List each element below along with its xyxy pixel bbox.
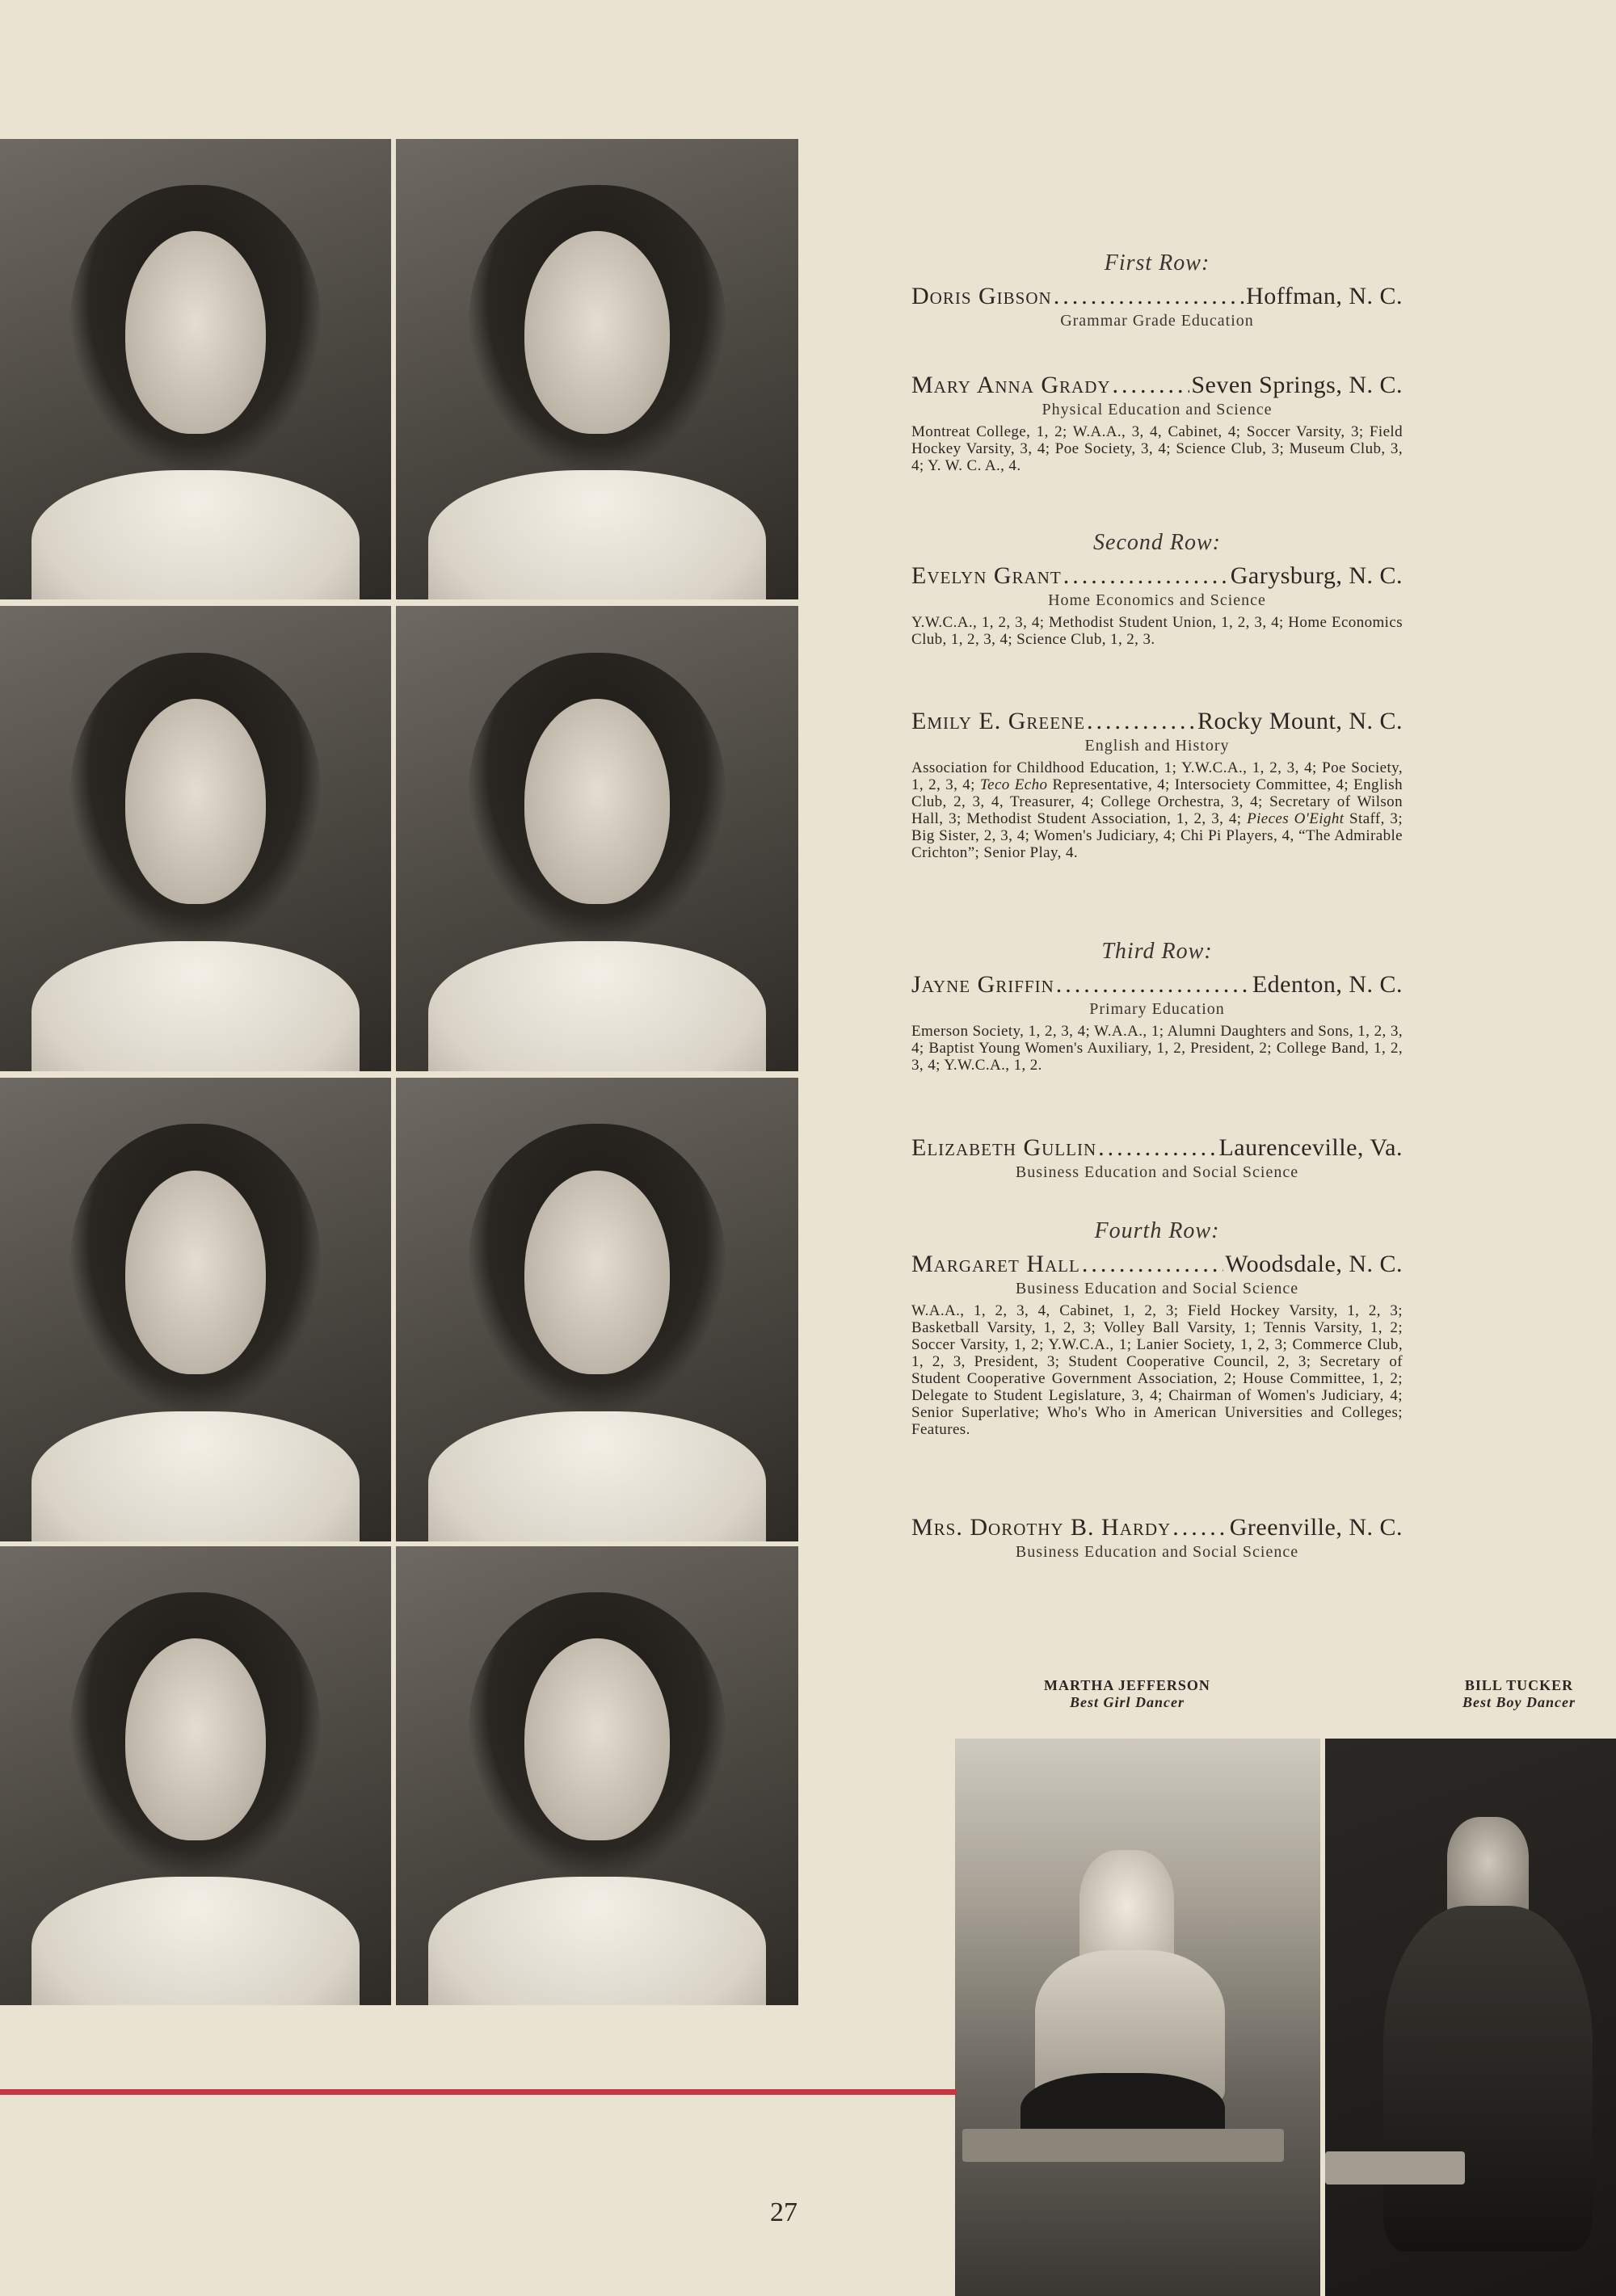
student-name-line [911, 1134, 1403, 1162]
superlative-caption-boy [1422, 1677, 1616, 1711]
leader-dots [1098, 1134, 1217, 1162]
student-hometown: Laurenceville, Va. [1218, 1134, 1403, 1161]
student-hometown: Rocky Mount, N. C. [1197, 708, 1403, 734]
student-hometown: Woodsdale, N. C. [1225, 1251, 1403, 1277]
leader-dots [1054, 283, 1244, 310]
student-name-line [911, 372, 1403, 399]
photo-best-girl-dancer [955, 1739, 1320, 2296]
portrait-row1-right [396, 139, 798, 599]
student-activities: Montreat College, 1, 2; W.A.A., 3, 4, Cabinet, 4; Soccer Varsity, 3; Field Hockey Varsity, 3, 4; Poe Society, 3, 4; Science Club, 3; Museum Club, 3, 4; Y. W. C. A., 4. [911, 423, 1403, 474]
student-name-line [911, 1251, 1403, 1278]
publication-title: Teco Echo [979, 776, 1048, 793]
student-major: Grammar Grade Education [1060, 312, 1254, 330]
student-name: Jayne Griffin [911, 971, 1054, 998]
leader-dots [1172, 1514, 1228, 1541]
student-major: Home Economics and Science [1048, 591, 1266, 609]
portrait-row2-right [396, 606, 798, 1071]
student-name: Doris Gibson [911, 283, 1052, 309]
portrait-row3-left [0, 1078, 391, 1541]
student-major: English and History [1084, 737, 1230, 755]
superlative-title: Best Boy Dancer [1462, 1694, 1576, 1710]
row-heading-third: Third Row: [1101, 939, 1213, 964]
accent-rule [0, 2089, 957, 2095]
leader-dots [1056, 971, 1251, 999]
student-hometown: Edenton, N. C. [1252, 971, 1403, 998]
superlative-name: MARTHA JEFFERSON [1044, 1677, 1210, 1693]
photo-best-boy-dancer [1325, 1739, 1616, 2296]
student-name-line [911, 283, 1403, 310]
student-activities: Y.W.C.A., 1, 2, 3, 4; Methodist Student Union, 1, 2, 3, 4; Home Economics Club, 1, 2, 3, 4; Science Club, 1, 2, 3. [911, 614, 1403, 648]
student-name: Mrs. Dorothy B. Hardy [911, 1514, 1172, 1541]
activities-text: Staff, 3; Big Sister, 2, 3, 4; Women's Judiciary, 4; Chi Pi Players, 4, “The Admirable Crichton”; Senior Play, 4. [911, 810, 1403, 861]
student-major: Physical Education and Science [1042, 401, 1273, 418]
portrait-row4-left [0, 1546, 391, 2005]
portrait-row1-left [0, 139, 391, 599]
leader-dots [1063, 562, 1229, 590]
activities-text: Association for Childhood Education, 1; Y.W.C.A., 1, 2, 3, 4; Poe Society, 1, 2, 3, 4; [911, 759, 1403, 793]
student-name-line [911, 708, 1403, 735]
leader-dots [1113, 372, 1190, 399]
leader-dots [1082, 1251, 1223, 1278]
student-name-line [911, 562, 1403, 590]
portrait-row2-left [0, 606, 391, 1071]
portrait-row3-right [396, 1078, 798, 1541]
leader-dots [1087, 708, 1196, 735]
row-heading-second: Second Row: [1093, 530, 1221, 555]
student-major: Business Education and Social Science [1015, 1163, 1299, 1181]
student-name: Evelyn Grant [911, 562, 1062, 589]
row-heading-first: First Row: [1104, 250, 1210, 275]
student-name: Elizabeth Gullin [911, 1134, 1097, 1161]
activities-text: Representative, 4; Intersociety Committee, 4; English Club, 2, 3, 4, Treasurer, 4; College Orchestra, 3, 4; Secretary of Wilson Hall, 3; Methodist Student Association, 1, 2, 3, 4; [911, 776, 1403, 827]
student-hometown: Greenville, N. C. [1229, 1514, 1403, 1541]
student-name-line [911, 1514, 1403, 1541]
student-major: Business Education and Social Science [1015, 1543, 1299, 1561]
student-hometown: Garysburg, N. C. [1230, 562, 1403, 589]
student-activities: Emerson Society, 1, 2, 3, 4; W.A.A., 1; Alumni Daughters and Sons, 1, 2, 3, 4; Baptist Young Women's Auxiliary, 1, 2, President, 2; College Band, 1, 2, 3, 4; Y.W.C.A., 1, 2. [911, 1023, 1403, 1074]
publication-title: Pieces O'Eight [1247, 810, 1345, 827]
student-name: Margaret Hall [911, 1251, 1080, 1277]
student-major: Primary Education [1089, 1000, 1225, 1018]
page-number: 27 [770, 2197, 797, 2227]
row-heading-fourth: Fourth Row: [1094, 1218, 1220, 1243]
superlative-caption-girl [994, 1677, 1260, 1711]
student-hometown: Seven Springs, N. C. [1191, 372, 1403, 398]
superlative-name: BILL TUCKER [1464, 1677, 1574, 1693]
superlative-title: Best Girl Dancer [1070, 1694, 1185, 1710]
student-name: Emily E. Greene [911, 708, 1086, 734]
student-major: Business Education and Social Science [1015, 1280, 1299, 1297]
student-activities: W.A.A., 1, 2, 3, 4, Cabinet, 1, 2, 3; Field Hockey Varsity, 1, 2, 3; Basketball Varsity, 1, 2, 3; Volley Ball Varsity, 1; Tennis Varsity, 1, 2; Soccer Varsity, 1, 2; Y.W.C.A., 1; Lanier Society, 1, 2, 3; Commerce Club, 1, 2, 3, President, 3; Student Cooperative Council, 2, 3; Secretary of Student Cooperative Government Association, 2; House Committee, 1, 2; Delegate to Student Legislature, 3, 4; Chairman of Women's Judiciary, 4; Senior Superlative; Who's Who in American Universities and Colleges; Features. [911, 1302, 1403, 1438]
student-name-line [911, 971, 1403, 999]
portrait-row4-right [396, 1546, 798, 2005]
student-activities [911, 759, 1403, 861]
student-name: Mary Anna Grady [911, 372, 1111, 398]
student-hometown: Hoffman, N. C. [1246, 283, 1403, 309]
